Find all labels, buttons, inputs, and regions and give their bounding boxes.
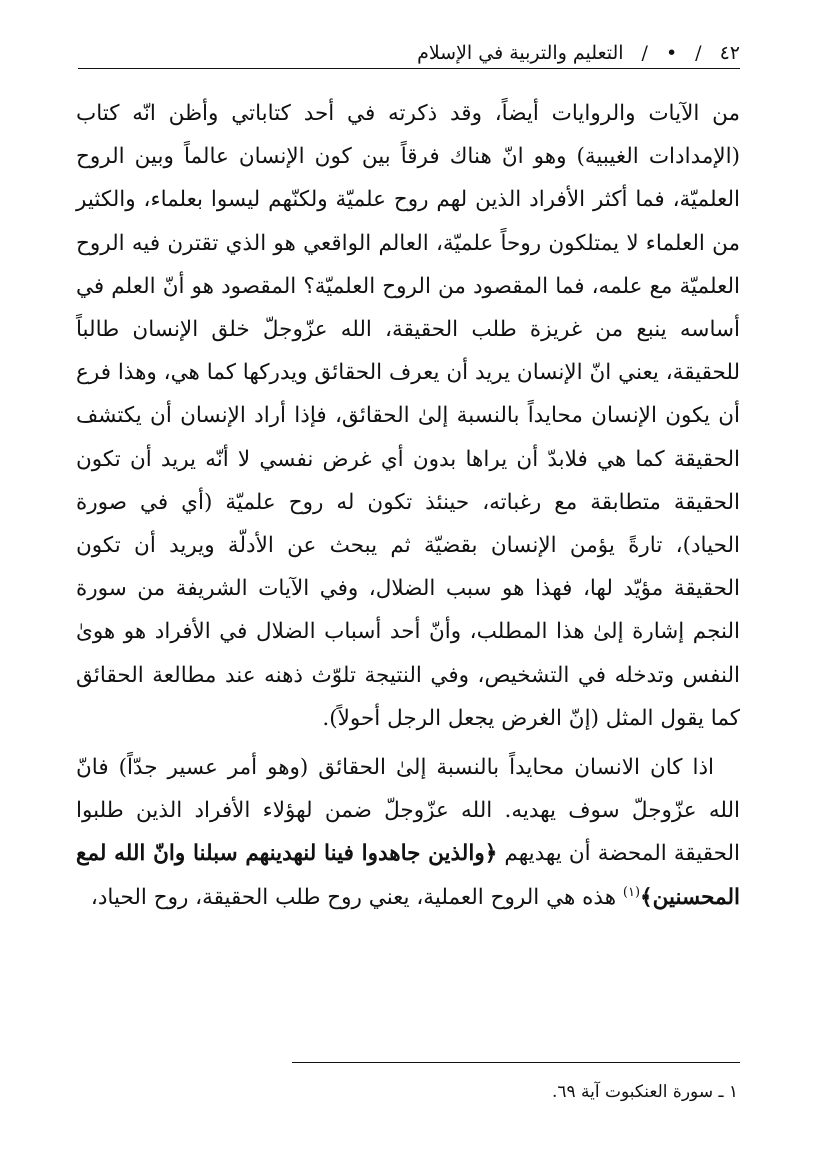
footnote: ١ ـ سورة العنكبوت آية ٦٩. — [551, 1082, 738, 1102]
running-header — [78, 30, 740, 69]
paragraph-2 — [76, 746, 740, 919]
quran-verse: ﴿والذين جاهدوا فينا لنهدينهم سبلنا وانّ الله لمع المحسنين﴾ — [76, 841, 740, 910]
body-text — [76, 92, 740, 919]
header-bullet: • — [665, 42, 678, 64]
paragraph-2-text-after: هذه هي الروح العملية، يعني روح طلب الحقيقة، روح الحياد، — [90, 884, 623, 910]
paragraph-1: من الآيات والروايات أيضاً، وقد ذكرته في أحد كتاباتي وأظن انّه كتاب (الإمدادات الغيبية) وهو انّ هناك فرقاً بين كون الإنسان عالماً وبين الروح العلميّة، فما أكثر الأفراد الذين لهم روح علميّة ولكنّهم ليسوا بعلماء، والكثير من العلماء لا يمتلكون روحاً علميّة، العالم الواقعي هو الذي تقترن فيه الروح العلميّة مع علمه، فما المقصود من الروح العلميّة؟ المقصود هو أنّ العلم في أساسه ينبع من غريزة طلب الحقيقة، الله عزّوجلّ خلق الإنسان طالباً للحقيقة، يعني انّ الإنسان يريد أن يعرف الحقائق ويدركها كما هي، وهذا فرع أن يكون الإنسان محايداً بالنسبة إلىٰ الحقائق، فإذا أراد الإنسان أن يكتشف الحقيقة كما هي فلابدّ أن يراها بدون أي غرض نفسي لا أنّه يريد أن تكون الحقيقة متطابقة مع رغباته، حينئذ تكون له روح علميّة (أي في صورة الحياد)، تارةً يؤمن الإنسان بقضيّة ثم يبحث عن الأدلّة ويريد أن تكون الحقيقة مؤيّد لها، فهذا هو سبب الضلال، وفي الآيات الشريفة من سورة النجم إشارة إلىٰ هذا المطلب، وأنّ أحد أسباب الضلال في الأفراد هو هوىٰ النفس وتدخله في التشخيص، وفي النتيجة تلوّث ذهنه عند مطالعة الحقائق كما يقول المثل (إنّ الغرض يجعل الرجل أحولاً). — [76, 101, 740, 731]
book-title: التعليم والتربية في الإسلام — [417, 42, 624, 64]
footnote-reference: (١) — [622, 884, 641, 900]
header-separator: / — [695, 42, 702, 64]
page-number: ٤٢ — [719, 42, 740, 64]
header-separator-2: / — [641, 42, 648, 64]
footnote-divider — [292, 1062, 740, 1063]
paragraph-2-text-before: اذا كان الانسان محايداً بالنسبة إلىٰ الحقائق (وهو أمر عسير جدّاً) فانّ الله عزّوجلّ سوف يهديه. الله عزّوجلّ ضمن لهؤلاء الأفراد الذين طلبوا الحقيقة المحضة أن يهديهم — [76, 755, 741, 867]
